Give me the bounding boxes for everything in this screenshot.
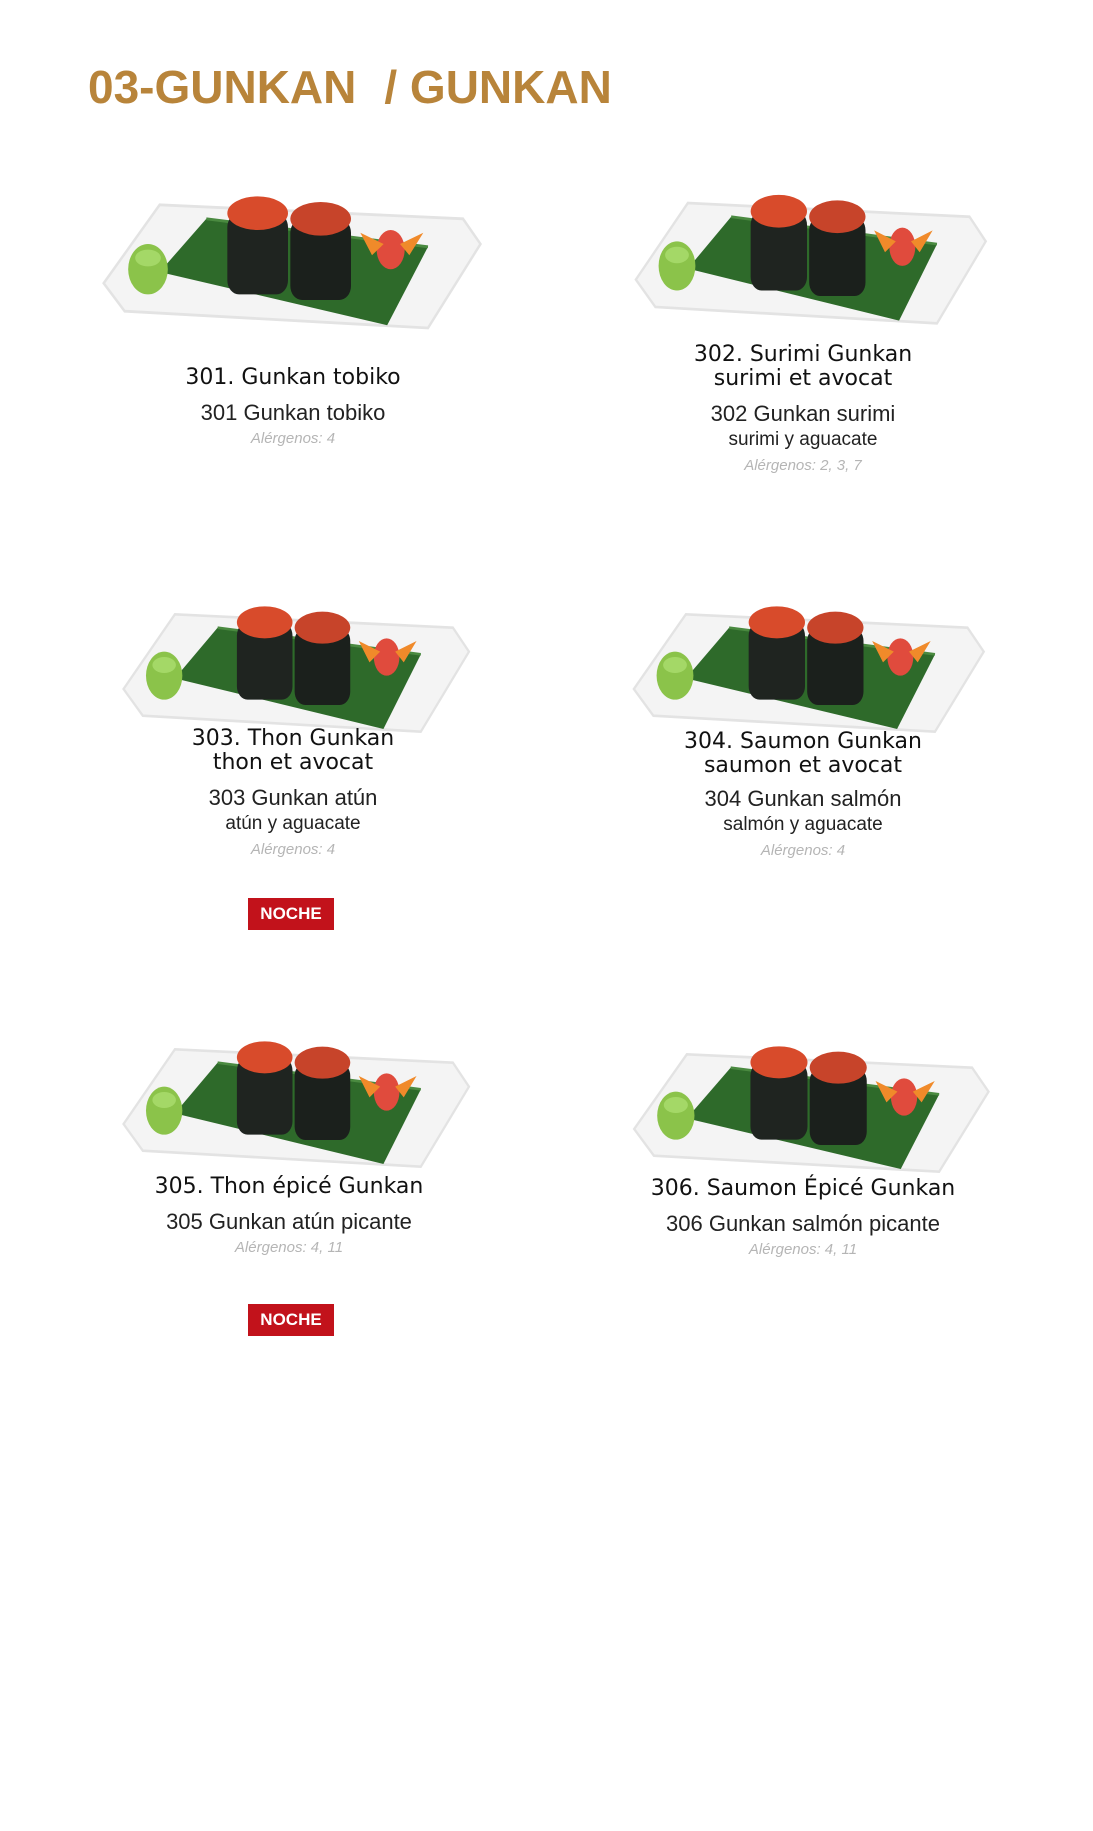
- photo-306: [610, 985, 1005, 1185]
- menu-item-304: [593, 730, 1013, 862]
- item-allergens: Alérgenos: 4, 11: [234, 1239, 344, 1256]
- item-name-fr: 304. Saumon Gunkan: [684, 729, 922, 754]
- page-title: [88, 60, 612, 114]
- item-allergens: Alérgenos: 4, 11: [748, 1241, 858, 1258]
- title-right: / GUNKAN: [384, 61, 612, 113]
- sushi-plate-image: [78, 132, 498, 342]
- item-name-fr-line2: thon et avocat: [212, 750, 374, 775]
- photo-302: [612, 132, 1002, 337]
- item-name-fr-line2: saumon et avocat: [703, 753, 903, 778]
- item-name-es-line2: atún y aguacate: [225, 813, 361, 834]
- menu-item-305: [79, 1175, 499, 1259]
- menu-item-301: [83, 366, 503, 450]
- item-allergens: Alérgenos: 4: [250, 841, 336, 858]
- photo-304: [610, 545, 1000, 745]
- item-name-es: 305 Gunkan atún picante: [166, 1209, 412, 1234]
- item-allergens: Alérgenos: 4: [760, 842, 846, 859]
- sushi-plate-image: [610, 985, 1005, 1185]
- item-name-es: 303 Gunkan atún: [208, 785, 378, 810]
- title-left: 03-GUNKAN: [88, 61, 357, 113]
- item-name-es-line2: surimi y aguacate: [728, 429, 878, 450]
- noche-badge: NOCHE: [248, 898, 334, 930]
- sushi-plate-image: [612, 132, 1002, 337]
- item-name-fr: 301. Gunkan tobiko: [185, 365, 401, 390]
- sushi-plate-image: [100, 545, 485, 745]
- menu-item-306: [593, 1177, 1013, 1261]
- item-name-es-line2: salmón y aguacate: [723, 814, 883, 835]
- item-allergens: Alérgenos: 4: [250, 430, 336, 447]
- photo-305: [100, 980, 485, 1180]
- noche-badge: NOCHE: [248, 1304, 334, 1336]
- photo-301: [78, 132, 498, 342]
- item-name-fr: 305. Thon épicé Gunkan: [154, 1174, 424, 1199]
- item-name-es: 306 Gunkan salmón picante: [666, 1211, 940, 1236]
- item-name-es: 304 Gunkan salmón: [704, 786, 902, 811]
- menu-item-303: [83, 727, 503, 861]
- item-name-fr: 302. Surimi Gunkan: [693, 342, 913, 367]
- menu-item-302: [593, 343, 1013, 477]
- sushi-plate-image: [610, 545, 1000, 745]
- item-name-es: 301 Gunkan tobiko: [200, 400, 386, 425]
- item-allergens: Alérgenos: 2, 3, 7: [744, 457, 862, 474]
- item-name-fr: 306. Saumon Épicé Gunkan: [650, 1176, 956, 1201]
- item-name-fr: 303. Thon Gunkan: [191, 726, 395, 751]
- photo-303: [100, 545, 485, 745]
- item-name-fr-line2: surimi et avocat: [713, 366, 893, 391]
- sushi-plate-image: [100, 980, 485, 1180]
- item-name-es: 302 Gunkan surimi: [710, 401, 896, 426]
